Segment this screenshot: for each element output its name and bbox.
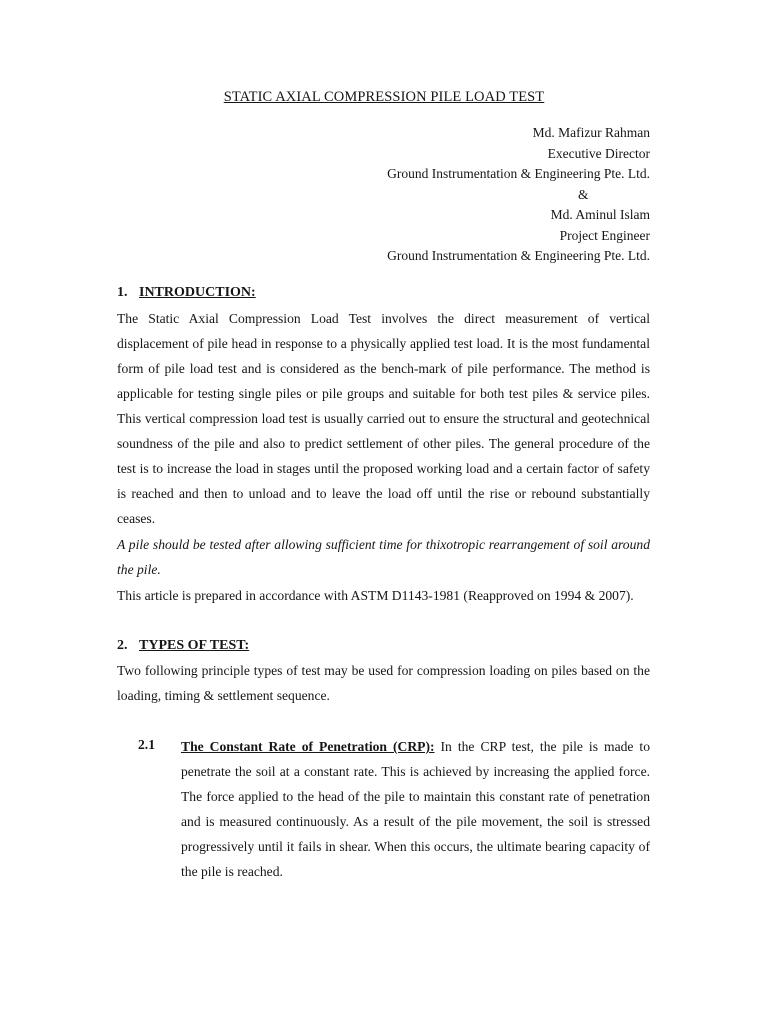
author-block (330, 123, 650, 267)
section-number: 2. (117, 638, 128, 653)
section-title: TYPES OF TEST: (139, 638, 250, 653)
types-of-test-paragraph: Two following principle types of test may be used for compression loading on piles based on the loading, timing & settlement sequence. (117, 663, 650, 703)
section-heading-introduction (117, 285, 256, 301)
introduction-astm-note: This article is prepared in accordance with ASTM D1143-1981 (Reapproved on 1994 & 2007). (117, 588, 634, 603)
author-name-1: Md. Mafizur Rahman (532, 125, 650, 140)
section-number: 1. (117, 285, 128, 300)
subsection-title: The Constant Rate of Penetration (CRP): (181, 739, 435, 754)
subsection-number: 2.1 (138, 737, 155, 752)
section-title: INTRODUCTION: (139, 285, 256, 300)
subsection-text: In the CRP test, the pile is made to penetrate the soil at a constant rate. This is achieved by increasing the applied force. The force applied to the head of the pile to maintain this constant rate of penetration and is measured continuously. As a result of the pile movement, the soil is stressed progressively until it fails in shear. When this occurs, the ultimate bearing capacity of the pile is reached. (181, 739, 651, 879)
subsection-crp (181, 734, 650, 884)
author-org-1: Ground Instrumentation & Engineering Pte. Ltd. (387, 166, 650, 181)
author-org-2: Ground Instrumentation & Engineering Pte. Ltd. (387, 248, 650, 263)
introduction-italic-note: A pile should be tested after allowing sufficient time for thixotropic rearrangement of soil around the pile. (117, 537, 650, 577)
author-role-2: Project Engineer (559, 227, 650, 243)
introduction-paragraph: The Static Axial Compression Load Test involves the direct measurement of vertical displacement of pile head in response to a physically applied test load. It is the most fundamental form of pile load test and is considered as the bench-mark of pile performance. The method is applicable for testing single piles or pile groups and suitable for both test piles & service piles. This vertical compression load test is usually carried out to ensure the structural and geotechnical soundness of the pile and also to predict settlement of other piles. The general procedure of the test is to increase the load in stages until the proposed working load and a certain factor of safety is reached and then to unload and to leave the load off until the rise or rebound substantially ceases. (117, 311, 650, 526)
section-heading-types-of-test (117, 638, 249, 654)
author-name-2: Md. Aminul Islam (550, 207, 650, 222)
author-role-1: Executive Director (547, 145, 650, 161)
document-title: STATIC AXIAL COMPRESSION PILE LOAD TEST (223, 89, 545, 105)
author-separator: & (578, 186, 589, 202)
